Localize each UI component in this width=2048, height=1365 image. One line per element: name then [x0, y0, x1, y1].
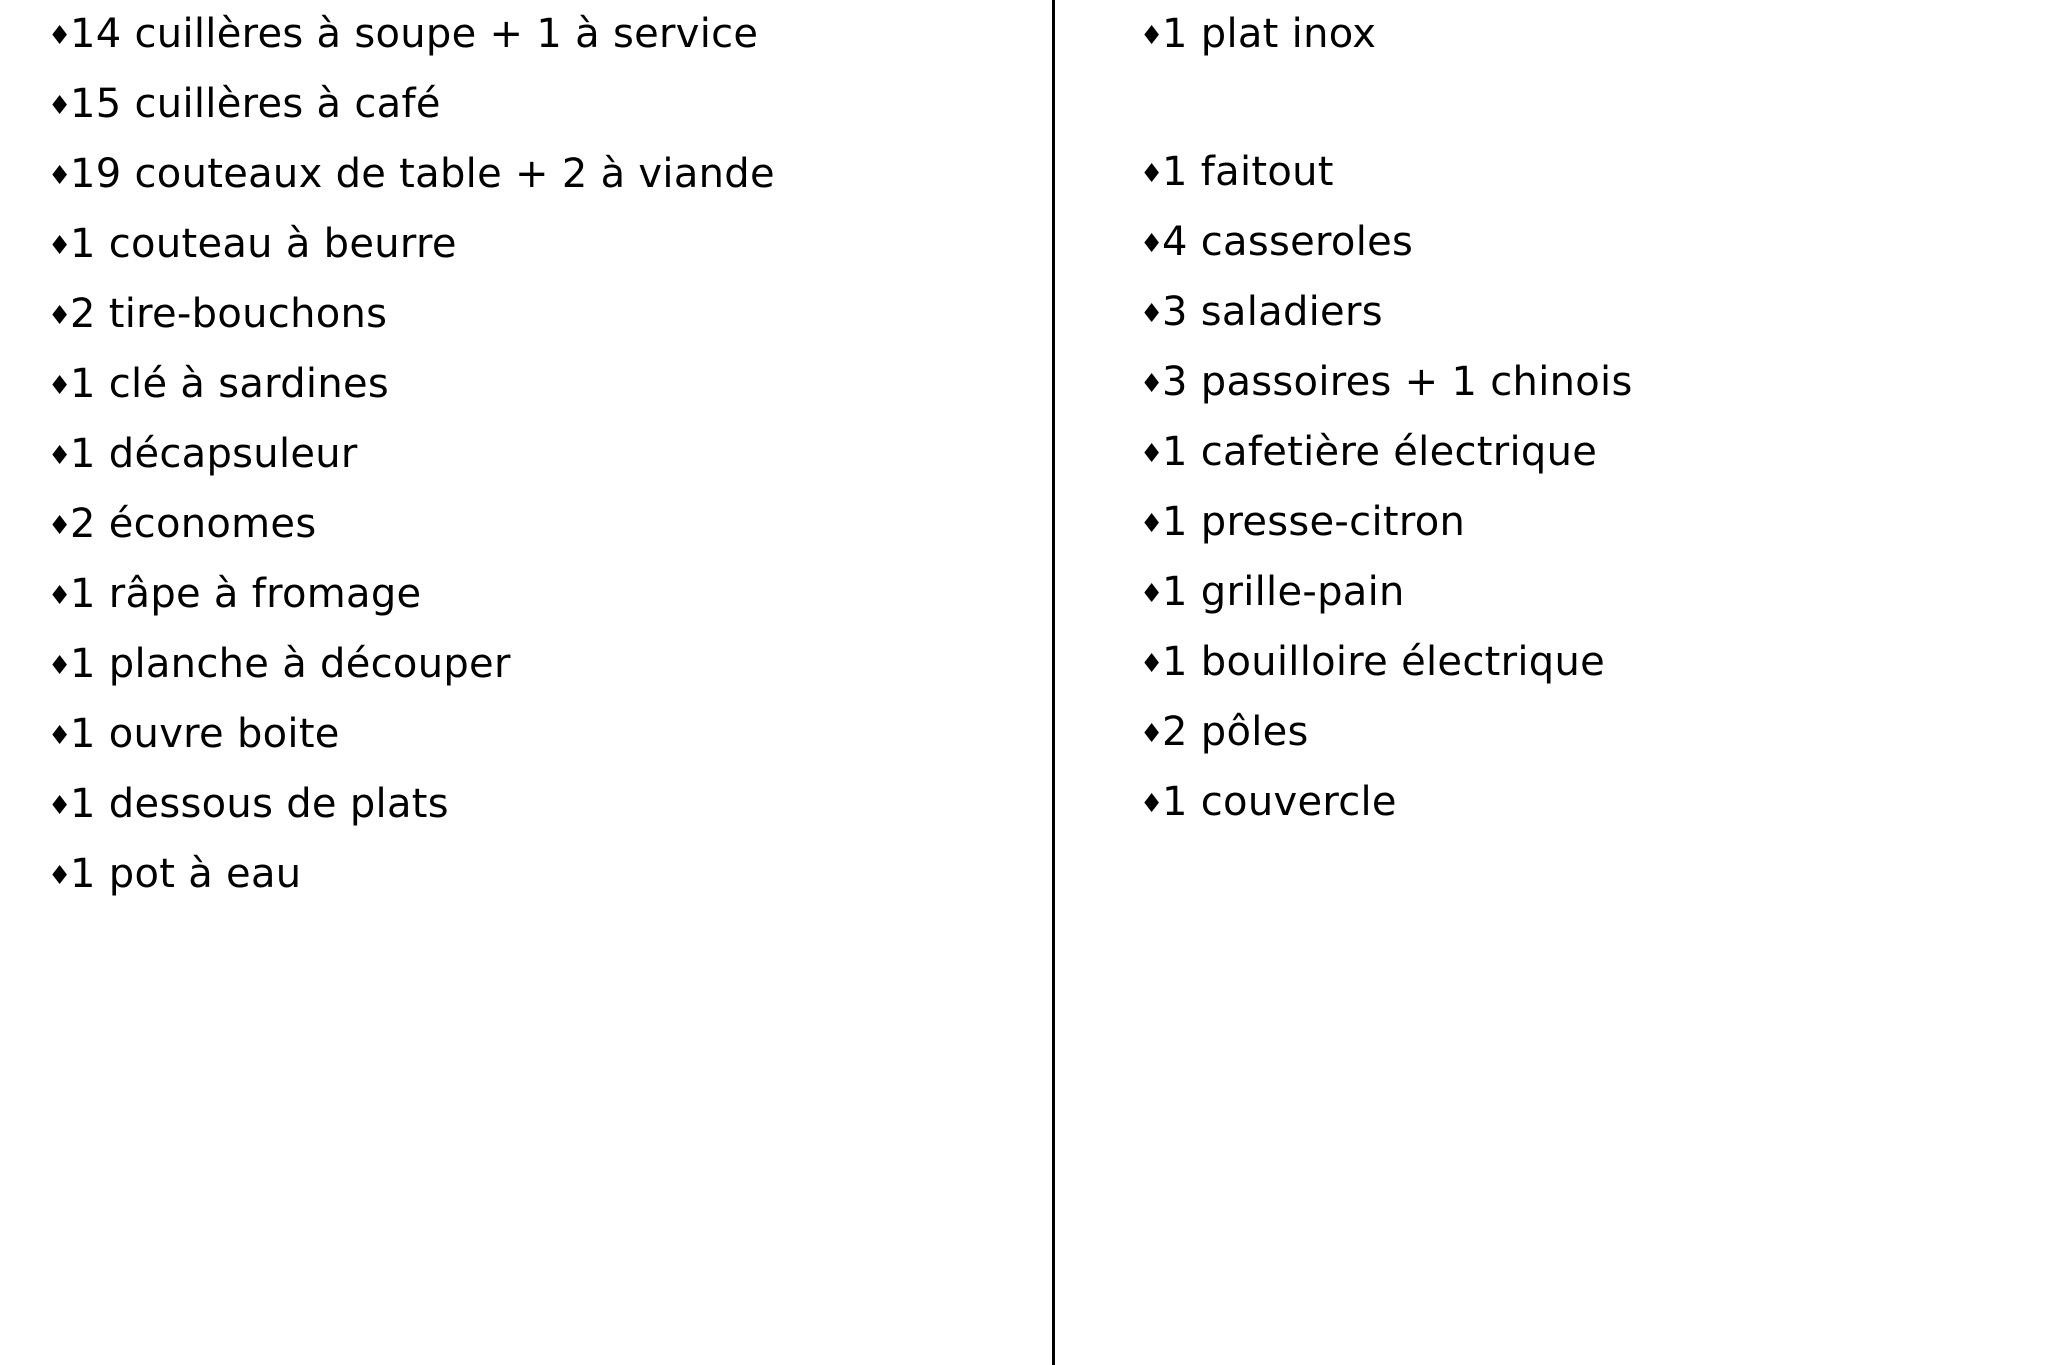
diamond-bullet-icon: ♦ — [48, 791, 72, 821]
diamond-bullet-icon: ♦ — [48, 161, 72, 191]
right-column — [1140, 0, 2020, 838]
list-item — [48, 210, 1008, 280]
list-item — [1140, 138, 2020, 208]
list-item-label: 1 clé à sardines — [70, 361, 390, 407]
list-item — [48, 70, 1008, 140]
list-item — [1140, 0, 2020, 70]
list-item-label: 15 cuillères à café — [70, 81, 441, 127]
list-item — [48, 560, 1008, 630]
list-item — [48, 770, 1008, 840]
column-divider-line — [1052, 0, 1055, 1365]
diamond-bullet-icon: ♦ — [48, 231, 72, 261]
list-item — [48, 280, 1008, 350]
list-item — [48, 350, 1008, 420]
diamond-bullet-icon: ♦ — [1140, 21, 1164, 51]
list-item — [48, 420, 1008, 490]
list-item — [48, 140, 1008, 210]
list-item — [1140, 628, 2020, 698]
right-item-list — [1140, 0, 2020, 838]
list-item-label: 2 pôles — [1162, 709, 1309, 755]
diamond-bullet-icon: ♦ — [48, 721, 72, 751]
diamond-bullet-icon: ♦ — [1140, 579, 1164, 609]
diamond-bullet-icon: ♦ — [48, 371, 72, 401]
list-item — [48, 490, 1008, 560]
list-item-label: 1 ouvre boite — [70, 711, 340, 757]
diamond-bullet-icon: ♦ — [1140, 719, 1164, 749]
diamond-bullet-icon: ♦ — [48, 441, 72, 471]
list-item — [1140, 488, 2020, 558]
diamond-bullet-icon: ♦ — [1140, 159, 1164, 189]
left-column — [48, 0, 1008, 910]
list-item — [48, 700, 1008, 770]
list-item-label: 1 plat inox — [1162, 11, 1377, 57]
diamond-bullet-icon: ♦ — [48, 91, 72, 121]
diamond-bullet-icon: ♦ — [48, 21, 72, 51]
list-item — [1140, 558, 2020, 628]
list-item-label: 1 couvercle — [1162, 779, 1397, 825]
list-item — [48, 0, 1008, 70]
diamond-bullet-icon: ♦ — [1140, 649, 1164, 679]
list-item-label: 1 râpe à fromage — [70, 571, 422, 617]
list-item-label: 1 dessous de plats — [70, 781, 449, 827]
list-item — [1140, 768, 2020, 838]
list-item-label: 1 couteau à beurre — [70, 221, 457, 267]
diamond-bullet-icon: ♦ — [48, 651, 72, 681]
list-item-label: 14 cuillères à soupe + 1 à service — [70, 11, 759, 57]
diamond-bullet-icon: ♦ — [48, 861, 72, 891]
list-item-label: 2 économes — [70, 501, 317, 547]
diamond-bullet-icon: ♦ — [1140, 299, 1164, 329]
diamond-bullet-icon: ♦ — [1140, 509, 1164, 539]
diamond-bullet-icon: ♦ — [1140, 369, 1164, 399]
list-item-label: 3 saladiers — [1162, 289, 1383, 335]
diamond-bullet-icon: ♦ — [1140, 229, 1164, 259]
list-item-label: 19 couteaux de table + 2 à viande — [70, 151, 775, 197]
list-item — [1140, 418, 2020, 488]
list-item-label: 4 casseroles — [1162, 219, 1414, 265]
list-item-label: 2 tire-bouchons — [70, 291, 388, 337]
list-item — [48, 630, 1008, 700]
list-item-label: 1 faitout — [1162, 149, 1334, 195]
diamond-bullet-icon: ♦ — [48, 511, 72, 541]
list-item — [1140, 348, 2020, 418]
list-item-label: 1 bouilloire électrique — [1162, 639, 1606, 685]
list-item-label: 1 pot à eau — [70, 851, 302, 897]
diamond-bullet-icon: ♦ — [48, 301, 72, 331]
list-item-label: 3 passoires + 1 chinois — [1162, 359, 1633, 405]
list-item-label: 1 cafetière électrique — [1162, 429, 1598, 475]
list-item-label: 1 décapsuleur — [70, 431, 358, 477]
list-item-label: 1 presse-citron — [1162, 499, 1466, 545]
list-item — [1140, 698, 2020, 768]
diamond-bullet-icon: ♦ — [1140, 789, 1164, 819]
left-item-list — [48, 0, 1008, 910]
list-item-label: 1 planche à découper — [70, 641, 511, 687]
diamond-bullet-icon: ♦ — [48, 581, 72, 611]
list-item — [1140, 278, 2020, 348]
list-item — [1140, 208, 2020, 278]
diamond-bullet-icon: ♦ — [1140, 439, 1164, 469]
list-item-label: 1 grille-pain — [1162, 569, 1405, 615]
list-item — [48, 840, 1008, 910]
list-spacer — [1140, 70, 2020, 138]
